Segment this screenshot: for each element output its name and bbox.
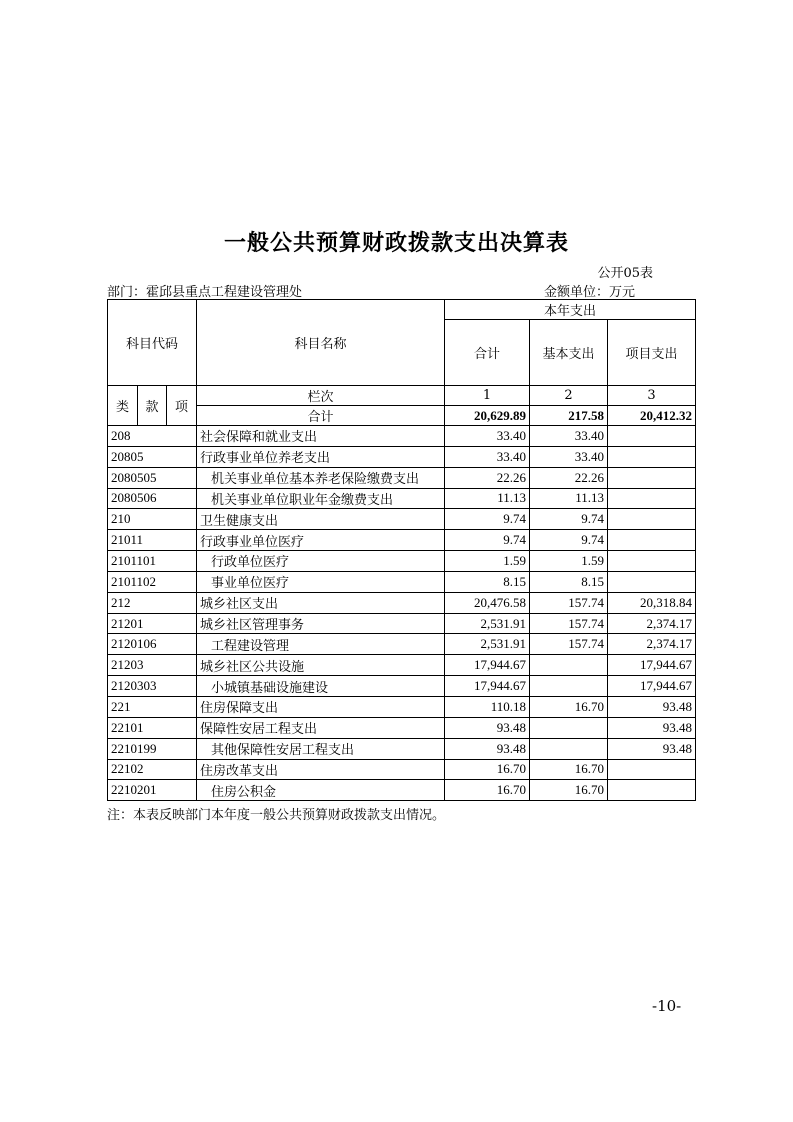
row-basic: 33.40 bbox=[530, 426, 608, 447]
table-row bbox=[108, 717, 696, 738]
row-project bbox=[608, 530, 696, 551]
row-total: 9.74 bbox=[445, 509, 530, 530]
row-project: 93.48 bbox=[608, 717, 696, 738]
row-basic: 1.59 bbox=[530, 551, 608, 572]
row-code: 2120303 bbox=[108, 676, 197, 697]
column-index-3: 3 bbox=[608, 386, 696, 406]
row-code: 22101 bbox=[108, 717, 197, 738]
row-project bbox=[608, 780, 696, 801]
row-total: 8.15 bbox=[445, 571, 530, 592]
row-basic bbox=[530, 655, 608, 676]
table-row bbox=[108, 655, 696, 676]
row-total: 110.18 bbox=[445, 696, 530, 717]
header-kuan: 款 bbox=[138, 386, 167, 426]
table-row bbox=[108, 509, 696, 530]
row-name: 事业单位医疗 bbox=[197, 571, 445, 592]
row-basic: 33.40 bbox=[530, 446, 608, 467]
header-lei: 类 bbox=[108, 386, 138, 426]
sum-basic: 217.58 bbox=[530, 406, 608, 426]
row-basic: 9.74 bbox=[530, 530, 608, 551]
row-project: 93.48 bbox=[608, 696, 696, 717]
row-project: 2,374.17 bbox=[608, 634, 696, 655]
header-column-index: 栏次 bbox=[197, 386, 445, 406]
table-row bbox=[108, 738, 696, 759]
table-row bbox=[108, 426, 696, 447]
row-basic bbox=[530, 738, 608, 759]
row-total: 1.59 bbox=[445, 551, 530, 572]
row-project bbox=[608, 551, 696, 572]
row-basic: 157.74 bbox=[530, 634, 608, 655]
row-basic: 157.74 bbox=[530, 613, 608, 634]
row-total: 2,531.91 bbox=[445, 634, 530, 655]
row-basic: 157.74 bbox=[530, 592, 608, 613]
row-project bbox=[608, 759, 696, 780]
row-code: 2080506 bbox=[108, 488, 197, 509]
row-name: 住房改革支出 bbox=[197, 759, 445, 780]
row-total: 33.40 bbox=[445, 426, 530, 447]
row-total: 93.48 bbox=[445, 738, 530, 759]
header-subject-name: 科目名称 bbox=[197, 300, 445, 386]
row-code: 2210201 bbox=[108, 780, 197, 801]
row-total: 20,476.58 bbox=[445, 592, 530, 613]
row-total: 93.48 bbox=[445, 717, 530, 738]
expenditure-table bbox=[107, 299, 696, 801]
row-name: 住房保障支出 bbox=[197, 696, 445, 717]
header-xiang: 项 bbox=[167, 386, 197, 426]
table-row bbox=[108, 571, 696, 592]
department-label: 部门：霍邱县重点工程建设管理处 bbox=[107, 285, 303, 300]
row-code: 210 bbox=[108, 509, 197, 530]
sum-label: 合计 bbox=[197, 406, 445, 426]
table-row bbox=[108, 446, 696, 467]
row-total: 22.26 bbox=[445, 467, 530, 488]
row-total: 9.74 bbox=[445, 530, 530, 551]
row-project: 93.48 bbox=[608, 738, 696, 759]
column-index-2: 2 bbox=[530, 386, 608, 406]
row-project: 17,944.67 bbox=[608, 676, 696, 697]
header-basic: 基本支出 bbox=[530, 320, 608, 386]
table-row bbox=[108, 530, 696, 551]
table-row bbox=[108, 676, 696, 697]
row-basic bbox=[530, 676, 608, 697]
header-project: 项目支出 bbox=[608, 320, 696, 386]
row-code: 22102 bbox=[108, 759, 197, 780]
row-name: 住房公积金 bbox=[197, 780, 445, 801]
row-total: 16.70 bbox=[445, 759, 530, 780]
row-project bbox=[608, 446, 696, 467]
row-name: 工程建设管理 bbox=[197, 634, 445, 655]
row-project bbox=[608, 426, 696, 447]
header-subject-code: 科目代码 bbox=[108, 300, 197, 386]
row-code: 2120106 bbox=[108, 634, 197, 655]
table-row bbox=[108, 634, 696, 655]
amount-unit-label: 金额单位：万元 bbox=[544, 285, 636, 300]
row-code: 21011 bbox=[108, 530, 197, 551]
row-project bbox=[608, 488, 696, 509]
table-row bbox=[108, 488, 696, 509]
table-row bbox=[108, 696, 696, 717]
table-note: 注：本表反映部门本年度一般公共预算财政拨款支出情况。 bbox=[107, 808, 446, 823]
sum-project: 20,412.32 bbox=[608, 406, 696, 426]
row-basic: 9.74 bbox=[530, 509, 608, 530]
column-index-1: 1 bbox=[445, 386, 530, 406]
header-total: 合计 bbox=[445, 320, 530, 386]
row-basic: 11.13 bbox=[530, 488, 608, 509]
row-total: 33.40 bbox=[445, 446, 530, 467]
row-name: 机关事业单位基本养老保险缴费支出 bbox=[197, 467, 445, 488]
row-basic: 16.70 bbox=[530, 759, 608, 780]
row-total: 2,531.91 bbox=[445, 613, 530, 634]
row-name: 城乡社区管理事务 bbox=[197, 613, 445, 634]
table-row bbox=[108, 592, 696, 613]
row-project: 20,318.84 bbox=[608, 592, 696, 613]
row-code: 2101102 bbox=[108, 571, 197, 592]
table-row bbox=[108, 759, 696, 780]
row-code: 2101101 bbox=[108, 551, 197, 572]
row-code: 212 bbox=[108, 592, 197, 613]
table-row bbox=[108, 551, 696, 572]
row-total: 16.70 bbox=[445, 780, 530, 801]
table-row bbox=[108, 467, 696, 488]
row-code: 208 bbox=[108, 426, 197, 447]
row-code: 21201 bbox=[108, 613, 197, 634]
row-name: 保障性安居工程支出 bbox=[197, 717, 445, 738]
row-basic: 22.26 bbox=[530, 467, 608, 488]
page-title: 一般公共预算财政拨款支出决算表 bbox=[223, 230, 569, 256]
row-code: 221 bbox=[108, 696, 197, 717]
row-project: 17,944.67 bbox=[608, 655, 696, 676]
row-name: 行政事业单位医疗 bbox=[197, 530, 445, 551]
row-total: 17,944.67 bbox=[445, 655, 530, 676]
row-name: 小城镇基础设施建设 bbox=[197, 676, 445, 697]
row-name: 社会保障和就业支出 bbox=[197, 426, 445, 447]
row-basic: 16.70 bbox=[530, 780, 608, 801]
row-project bbox=[608, 571, 696, 592]
row-code: 2080505 bbox=[108, 467, 197, 488]
row-basic: 16.70 bbox=[530, 696, 608, 717]
row-name: 机关事业单位职业年金缴费支出 bbox=[197, 488, 445, 509]
row-name: 行政单位医疗 bbox=[197, 551, 445, 572]
row-total: 11.13 bbox=[445, 488, 530, 509]
row-project: 2,374.17 bbox=[608, 613, 696, 634]
row-code: 20805 bbox=[108, 446, 197, 467]
row-name: 城乡社区公共设施 bbox=[197, 655, 445, 676]
row-name: 其他保障性安居工程支出 bbox=[197, 738, 445, 759]
row-basic bbox=[530, 717, 608, 738]
header-current-year: 本年支出 bbox=[445, 300, 696, 320]
row-name: 卫生健康支出 bbox=[197, 509, 445, 530]
sum-total: 20,629.89 bbox=[445, 406, 530, 426]
table-row bbox=[108, 613, 696, 634]
form-number: 公开05表 bbox=[597, 266, 653, 281]
page-number: -10- bbox=[652, 997, 682, 1015]
row-code: 21203 bbox=[108, 655, 197, 676]
row-project bbox=[608, 509, 696, 530]
table-row bbox=[108, 780, 696, 801]
row-name: 城乡社区支出 bbox=[197, 592, 445, 613]
row-total: 17,944.67 bbox=[445, 676, 530, 697]
row-name: 行政事业单位养老支出 bbox=[197, 446, 445, 467]
row-basic: 8.15 bbox=[530, 571, 608, 592]
row-code: 2210199 bbox=[108, 738, 197, 759]
row-project bbox=[608, 467, 696, 488]
